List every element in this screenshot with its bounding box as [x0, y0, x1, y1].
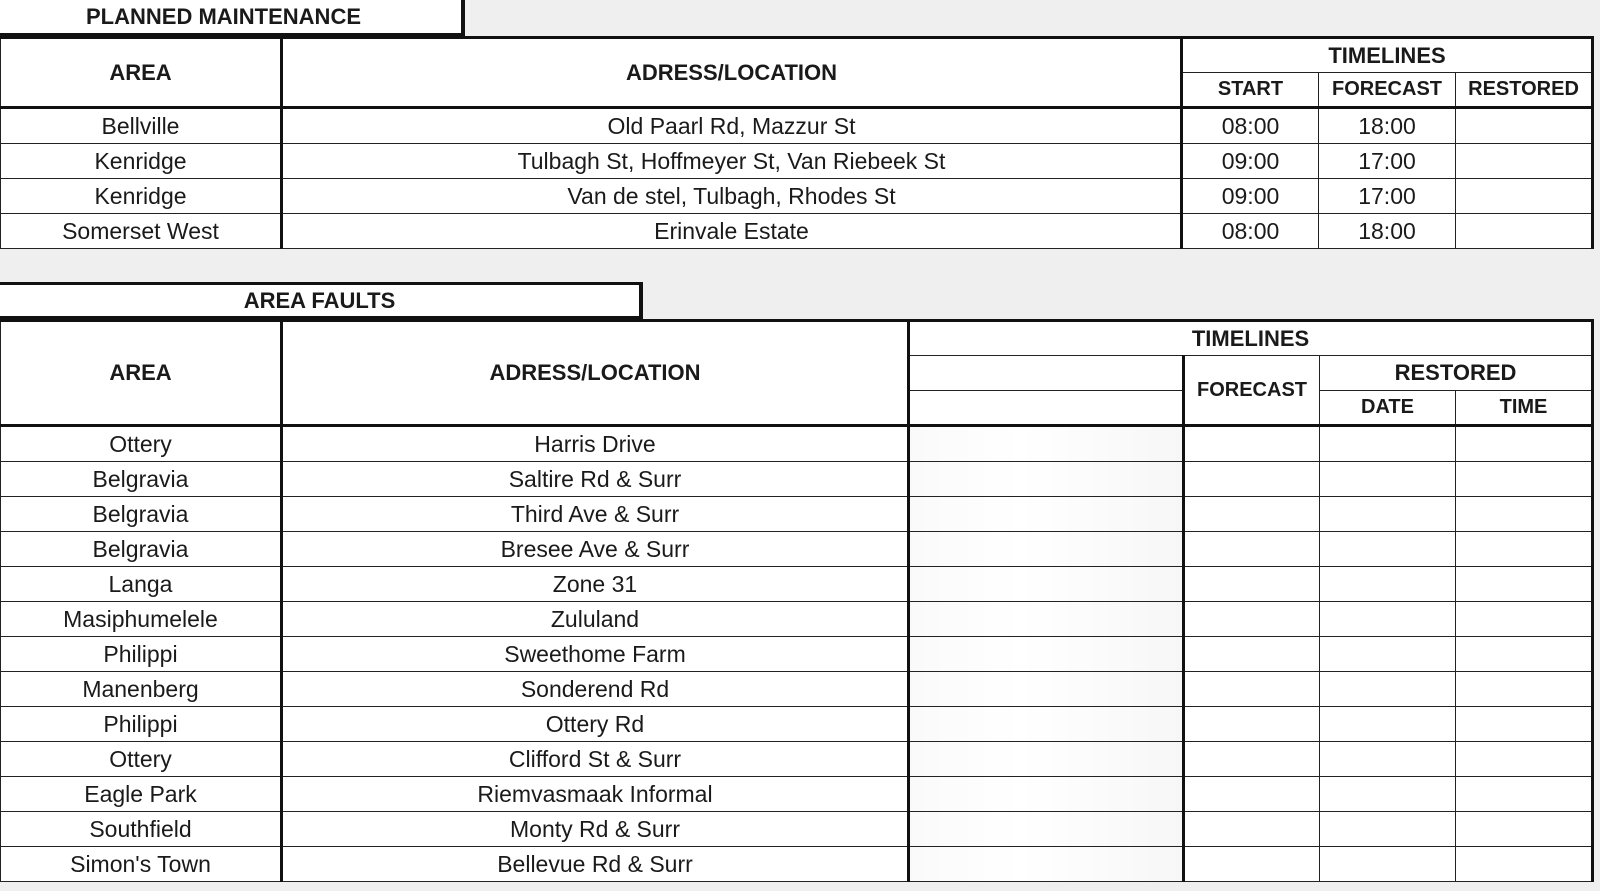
blank-cell [909, 532, 1184, 567]
restored-time-cell [1456, 847, 1593, 882]
faults-header-forecast: FORECAST [1184, 356, 1320, 426]
header-start: START [1182, 73, 1319, 108]
restored-date-cell [1320, 847, 1456, 882]
table-row [1, 567, 1593, 602]
blank-cell [909, 742, 1184, 777]
restored-time-cell [1456, 742, 1593, 777]
restored-time-cell [1456, 637, 1593, 672]
area-cell: Langa [1, 567, 282, 602]
address-cell: Zone 31 [282, 567, 909, 602]
address-cell: Ottery Rd [282, 707, 909, 742]
area-cell: Kenridge [1, 144, 282, 179]
area-cell: Belgravia [1, 462, 282, 497]
header-address: ADRESS/LOCATION [282, 38, 1182, 108]
restored-cell [1456, 108, 1593, 144]
table-row [1, 532, 1593, 567]
address-cell: Zululand [282, 602, 909, 637]
restored-cell [1456, 144, 1593, 179]
table-row [1, 462, 1593, 497]
blank-cell [909, 602, 1184, 637]
restored-time-cell [1456, 532, 1593, 567]
area-cell: Somerset West [1, 214, 282, 249]
faults-header-address: ADRESS/LOCATION [282, 321, 909, 426]
faults-header-timelines: TIMELINES [909, 321, 1593, 356]
restored-time-cell [1456, 672, 1593, 707]
start-cell: 09:00 [1182, 144, 1319, 179]
header-area: AREA [1, 38, 282, 108]
faults-header-area: AREA [1, 321, 282, 426]
address-cell: Old Paarl Rd, Mazzur St [282, 108, 1182, 144]
address-cell: Sonderend Rd [282, 672, 909, 707]
table-row [1, 672, 1593, 707]
restored-time-cell [1456, 497, 1593, 532]
address-cell: Riemvasmaak Informal [282, 777, 909, 812]
forecast-cell [1184, 777, 1320, 812]
area-cell: Southfield [1, 812, 282, 847]
forecast-cell [1184, 637, 1320, 672]
forecast-cell [1184, 672, 1320, 707]
forecast-cell [1184, 497, 1320, 532]
restored-date-cell [1320, 707, 1456, 742]
start-cell: 08:00 [1182, 108, 1319, 144]
planned-maintenance-table [0, 36, 1594, 249]
address-cell: Sweethome Farm [282, 637, 909, 672]
blank-cell [909, 567, 1184, 602]
table-row [1, 707, 1593, 742]
table-row [1, 777, 1593, 812]
restored-time-cell [1456, 707, 1593, 742]
blank-cell [909, 707, 1184, 742]
area-cell: Kenridge [1, 179, 282, 214]
restored-time-cell [1456, 777, 1593, 812]
restored-time-cell [1456, 567, 1593, 602]
planned-maintenance-title: PLANNED MAINTENANCE [0, 0, 465, 36]
forecast-cell [1184, 812, 1320, 847]
area-cell: Bellville [1, 108, 282, 144]
area-cell: Philippi [1, 637, 282, 672]
table-row [1, 179, 1593, 214]
table-row [1, 144, 1593, 179]
start-cell: 09:00 [1182, 179, 1319, 214]
restored-date-cell [1320, 532, 1456, 567]
address-cell: Monty Rd & Surr [282, 812, 909, 847]
address-cell: Third Ave & Surr [282, 497, 909, 532]
address-cell: Saltire Rd & Surr [282, 462, 909, 497]
area-cell: Simon's Town [1, 847, 282, 882]
faults-header-blank [909, 356, 1184, 391]
table-row [1, 426, 1593, 462]
restored-date-cell [1320, 602, 1456, 637]
faults-header-time: TIME [1456, 391, 1593, 426]
table-row [1, 214, 1593, 249]
header-timelines: TIMELINES [1182, 38, 1593, 73]
area-cell: Ottery [1, 426, 282, 462]
forecast-cell: 17:00 [1319, 179, 1456, 214]
header-restored: RESTORED [1456, 73, 1593, 108]
restored-date-cell [1320, 462, 1456, 497]
address-cell: Harris Drive [282, 426, 909, 462]
restored-date-cell [1320, 672, 1456, 707]
blank-cell [909, 637, 1184, 672]
area-cell: Eagle Park [1, 777, 282, 812]
forecast-cell: 17:00 [1319, 144, 1456, 179]
blank-cell [909, 777, 1184, 812]
blank-cell [909, 812, 1184, 847]
address-cell: Erinvale Estate [282, 214, 1182, 249]
table-row [1, 812, 1593, 847]
restored-cell [1456, 214, 1593, 249]
faults-header-blank-2 [909, 391, 1184, 426]
area-cell: Masiphumelele [1, 602, 282, 637]
restored-date-cell [1320, 812, 1456, 847]
blank-cell [909, 426, 1184, 462]
restored-time-cell [1456, 426, 1593, 462]
forecast-cell [1184, 707, 1320, 742]
restored-date-cell [1320, 426, 1456, 462]
blank-cell [909, 847, 1184, 882]
area-cell: Philippi [1, 707, 282, 742]
table-row [1, 847, 1593, 882]
table-row [1, 742, 1593, 777]
restored-date-cell [1320, 777, 1456, 812]
area-faults-table [0, 319, 1594, 882]
address-cell: Clifford St & Surr [282, 742, 909, 777]
area-faults-title: AREA FAULTS [0, 282, 643, 319]
area-cell: Ottery [1, 742, 282, 777]
restored-date-cell [1320, 497, 1456, 532]
forecast-cell: 18:00 [1319, 108, 1456, 144]
forecast-cell [1184, 742, 1320, 777]
address-cell: Bellevue Rd & Surr [282, 847, 909, 882]
forecast-cell [1184, 847, 1320, 882]
forecast-cell: 18:00 [1319, 214, 1456, 249]
table-row [1, 497, 1593, 532]
area-cell: Manenberg [1, 672, 282, 707]
restored-time-cell [1456, 812, 1593, 847]
restored-date-cell [1320, 567, 1456, 602]
header-forecast: FORECAST [1319, 73, 1456, 108]
restored-time-cell [1456, 602, 1593, 637]
table-row [1, 108, 1593, 144]
blank-cell [909, 462, 1184, 497]
address-cell: Tulbagh St, Hoffmeyer St, Van Riebeek St [282, 144, 1182, 179]
blank-cell [909, 672, 1184, 707]
forecast-cell [1184, 602, 1320, 637]
table-row [1, 602, 1593, 637]
faults-header-restored: RESTORED [1320, 356, 1593, 391]
table-row [1, 637, 1593, 672]
restored-cell [1456, 179, 1593, 214]
forecast-cell [1184, 532, 1320, 567]
forecast-cell [1184, 426, 1320, 462]
faults-header-date: DATE [1320, 391, 1456, 426]
address-cell: Bresee Ave & Surr [282, 532, 909, 567]
blank-cell [909, 497, 1184, 532]
forecast-cell [1184, 567, 1320, 602]
restored-date-cell [1320, 637, 1456, 672]
address-cell: Van de stel, Tulbagh, Rhodes St [282, 179, 1182, 214]
start-cell: 08:00 [1182, 214, 1319, 249]
area-cell: Belgravia [1, 497, 282, 532]
restored-time-cell [1456, 462, 1593, 497]
forecast-cell [1184, 462, 1320, 497]
area-cell: Belgravia [1, 532, 282, 567]
restored-date-cell [1320, 742, 1456, 777]
